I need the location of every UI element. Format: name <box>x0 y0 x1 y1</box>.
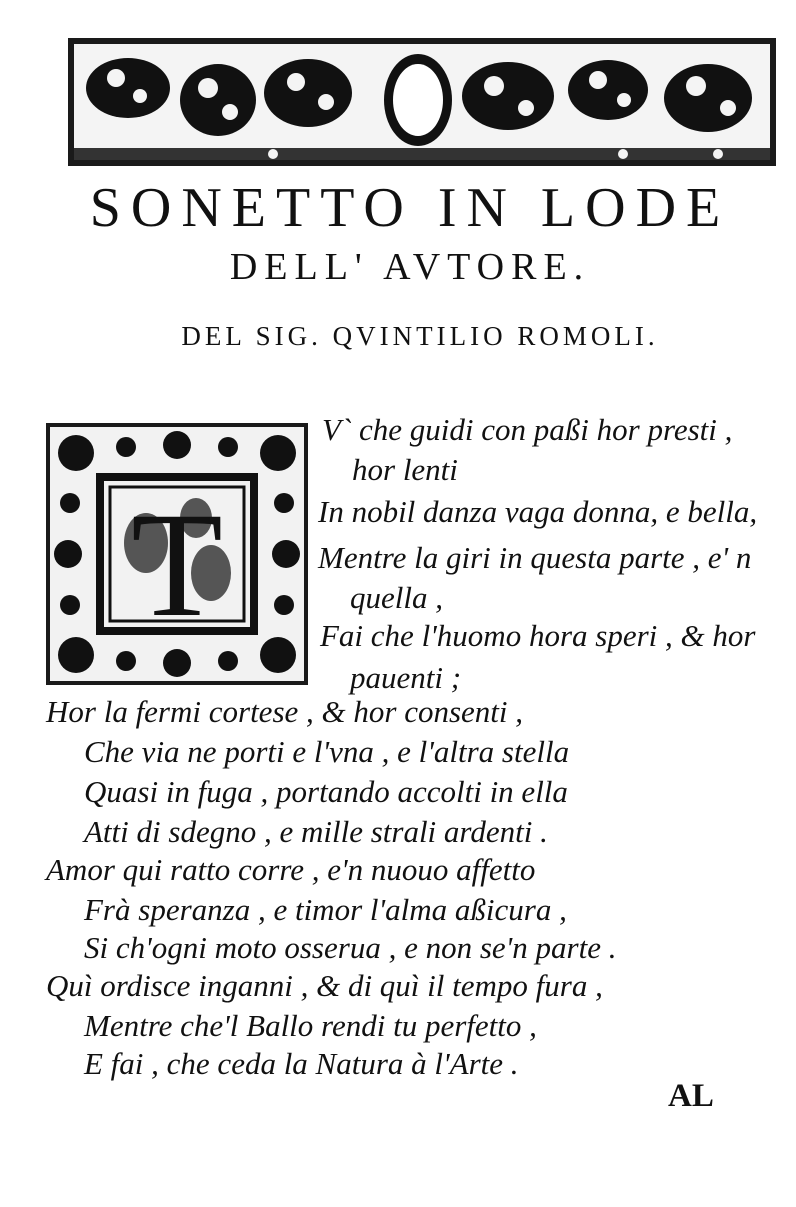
poem-line: Amor qui ratto corre , e'n nuouo affetto <box>46 852 536 887</box>
poem-line: Atti di sdegno , e mille strali ardenti . <box>84 814 548 849</box>
title-line-1: SONETTO IN LODE <box>89 177 731 239</box>
poem-line: Mentre la giri in questa parte , e' n <box>318 540 752 575</box>
ornamental-headpiece <box>68 38 776 166</box>
poem-line: Quasi in fuga , portando accolti in ella <box>84 774 568 809</box>
poem-line: Si ch'ogni moto osserua , e non se'n parte . <box>84 930 617 965</box>
poem-line: Fai che l'huomo hora speri , & hor <box>320 618 756 653</box>
poem-line: In nobil danza vaga donna, e bella, <box>318 494 758 529</box>
poem-line: Mentre che'l Ballo rendi tu perfetto , <box>84 1008 537 1043</box>
poem-line: quella , <box>350 580 443 615</box>
poem-line: hor lenti <box>352 452 458 487</box>
author-byline: DEL SIG. QVINTILIO ROMOLI. <box>181 321 659 351</box>
poem-line: V` che guidi con paßi hor presti , <box>322 412 733 447</box>
decorated-initial <box>46 423 308 685</box>
poem-line: Frà speranza , e timor l'alma aßicura , <box>84 892 567 927</box>
initial-letter: T <box>131 482 223 648</box>
poem-line: Quì ordisce inganni , & di quì il tempo fura , <box>46 968 603 1003</box>
catchword: AL <box>668 1078 714 1114</box>
poem-line: Che via ne porti e l'vna , e l'altra stella <box>84 734 570 769</box>
title-line-2: DELL' AVTORE. <box>229 246 591 288</box>
poem-line: pauenti ; <box>350 660 462 695</box>
poem-line: Hor la fermi cortese , & hor consenti , <box>46 694 524 729</box>
poem-line: E fai , che ceda la Natura à l'Arte . <box>84 1046 519 1081</box>
